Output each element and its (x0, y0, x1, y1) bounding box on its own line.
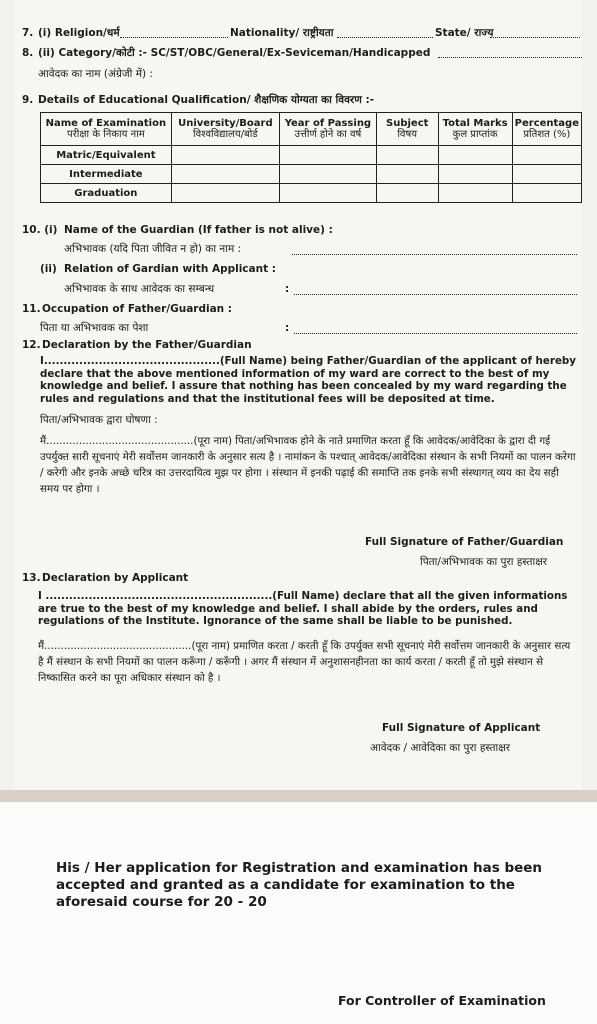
guardian-declaration-title: Declaration by the Father/Guardian (42, 339, 252, 351)
header-cell: Year of Passing उत्तीर्ण होने का वर्ष (279, 113, 376, 146)
applicant-declaration-hindi: मैं.............................................(पूरा नाम) प्रमाणित करता / करती हूँ कि उपर्युक्त सभी सूचनाएं मेरी सर्वोत्तम जानकारी के अनुसार सत्य है मैं संस्थान के सभी नियमों का पालन करूँगा / करूँगी । अगर मैं संस्थान में अनुशासनहीनता का कार्य करता / करती हूँ तो मुझे संस्थान से निष्कासित करने का पूरा अधिकार संस्थान को है । (38, 640, 571, 684)
education-title: Details of Educational Qualification/ शैक्षणिक योग्यता का विवरण :- (38, 94, 375, 106)
acceptance-statement: His / Her application for Registration and examination has been accepted and granted as a candidate for examination to the aforesaid course for 20 - 20 (56, 860, 543, 910)
header-cell: Total Marks कुल प्राप्तांक (438, 113, 512, 146)
education-table (40, 112, 582, 203)
table-cell[interactable] (512, 165, 581, 184)
table-cell[interactable] (438, 165, 512, 184)
relation-colon: : (285, 283, 290, 295)
guardian-signature-hindi-label: पिता/अभिभावक का पुरा हस्ताक्षर (420, 556, 548, 568)
state-field[interactable] (490, 37, 580, 38)
table-cell[interactable] (376, 165, 438, 184)
guardian-declaration-english: I.............................................(Full Name) being Father/Guardian of the applicant of hereby declare that the above mentioned information of my ward are correct to the best of my knowledge and belief. I assure that nothing has been concealed by my ward regarding the rules and regulations and that the institutional fees will be deposited at time. (40, 355, 577, 405)
guardian-name-hindi-label: अभिभावक (यदि पिता जीवित न हो) का नाम : (64, 243, 242, 255)
fold-band (0, 790, 597, 802)
guardian-declaration-hindi: मैं.............................................(पूरा नाम) पिता/अभिभावक होने के नाते प्रमाणित करता हूँ कि आवेदक/आवेदिका के द्वारा दी गई उपर्युक्त सारी सूचनाएं मेरी सर्वोत्तम जानकारी के अनुसार सत्य है । नामांकन के पश्चात् आवेदक/आवेदिका संस्थान के सभी नियमों का पालन करेगा / करेगी और इनके अच्छे चरित्र का उत्तरदायित्व मुझ पर होगा । संस्थान में इनकी पढ़ाई की समाप्ति तक इनके सभी संस्थागत् व्यय का देय सही समय पर होगा । (40, 435, 576, 495)
header-cell: University/Board विश्वविद्यालय/बोर्ड (171, 113, 279, 146)
guardian-name-label: Name of the Guardian (If father is not alive) : (64, 224, 333, 236)
row-label: Graduation (41, 184, 172, 203)
occupation-hindi-label: पिता या अभिभावक का पेशा (40, 322, 149, 334)
table-cell[interactable] (171, 184, 279, 203)
table-cell[interactable] (279, 184, 376, 203)
table-cell[interactable] (171, 165, 279, 184)
guardian-signature-label: Full Signature of Father/Guardian (365, 536, 564, 548)
table-row (41, 184, 582, 203)
table-row (41, 165, 582, 184)
item-10-number: 10. (i) (22, 224, 58, 236)
guardian-name-field[interactable] (292, 254, 577, 255)
controller-label: For Controller of Examination (338, 993, 546, 1008)
header-cell: Subject विषय (376, 113, 438, 146)
relation-hindi-label: अभिभावक के साथ आवेदक का सम्बन्ध (64, 283, 215, 295)
header-cell: Name of Examination परीक्षा के निकाय नाम (41, 113, 172, 146)
religion-label: (i) Religion/धर्म (38, 27, 120, 39)
item-10-ii-number: (ii) (40, 263, 57, 275)
office-section (0, 802, 597, 1024)
table-row (41, 146, 582, 165)
item-11-number: 11. (22, 303, 41, 315)
item-13-number: 13. (22, 572, 41, 584)
table-cell[interactable] (376, 184, 438, 203)
item-9-number: 9. (22, 94, 34, 106)
applicant-declaration-title: Declaration by Applicant (42, 572, 189, 584)
relation-field[interactable] (294, 294, 577, 295)
occupation-label: Occupation of Father/Guardian : (42, 303, 233, 315)
occupation-field[interactable] (294, 333, 577, 334)
item-12-number: 12. (22, 339, 41, 351)
applicant-declaration-english: I ..........................................................(Full Name) declare that all the given informations are true to the best of my knowledge and belief. I shall abide by the orders, rules and regulations of the Institute. Ignorance of the same shall be liable to be punished. (38, 590, 568, 628)
table-header-row (41, 113, 582, 146)
guardian-declaration-hindi-title: पिता/अभिभावक द्वारा घोषणा : (40, 414, 158, 426)
table-cell[interactable] (512, 146, 581, 165)
table-cell[interactable] (438, 184, 512, 203)
table-cell[interactable] (171, 146, 279, 165)
applicant-signature-label: Full Signature of Applicant (382, 722, 541, 734)
table-cell[interactable] (376, 146, 438, 165)
row-label: Intermediate (41, 165, 172, 184)
nationality-label: Nationality/ राष्ट्रीयता (230, 27, 334, 39)
table-cell[interactable] (438, 146, 512, 165)
item-8-number: 8. (22, 47, 34, 59)
state-label: State/ राज्य (435, 27, 494, 39)
nationality-field[interactable] (337, 37, 433, 38)
table-cell[interactable] (512, 184, 581, 203)
category-label: (ii) Category/कोटी :- SC/ST/OBC/General/Ex-Seviceman/Handicapped (38, 47, 431, 59)
relation-label: Relation of Gardian with Applicant : (64, 263, 276, 275)
item-7-number: 7. (22, 27, 34, 39)
row-label: Matric/Equivalent (41, 146, 172, 165)
applicant-signature-hindi-label: आवेदक / आवेदिका का पुरा हस्ताक्षर (370, 742, 511, 754)
table-cell[interactable] (279, 146, 376, 165)
occupation-colon: : (285, 322, 290, 334)
religion-field[interactable] (120, 37, 228, 38)
category-field[interactable] (438, 57, 582, 58)
table-cell[interactable] (279, 165, 376, 184)
header-cell: Percentage प्रतिशत (%) (512, 113, 581, 146)
applicant-name-hindi-label: आवेदक का नाम (अंग्रेजी में) : (38, 68, 153, 80)
